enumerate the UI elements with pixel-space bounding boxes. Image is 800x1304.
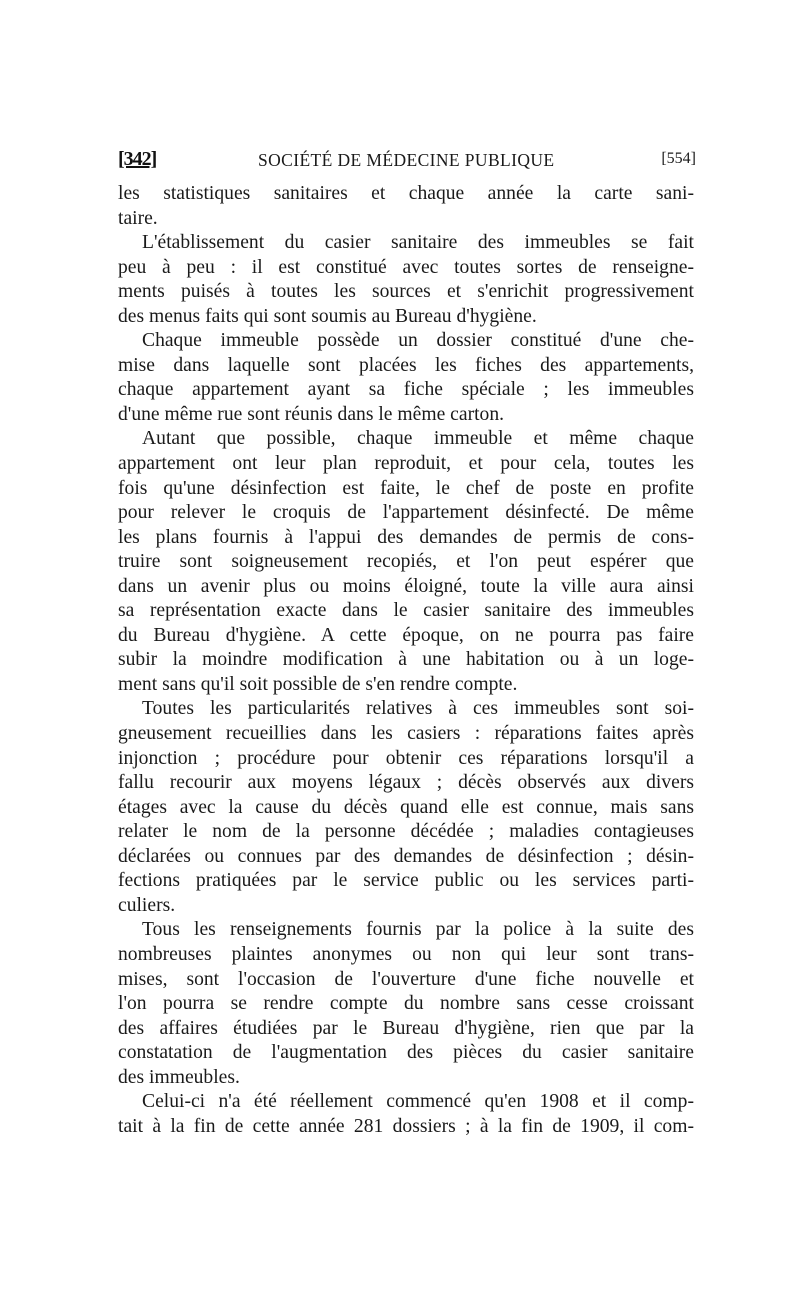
text-line: fections pratiquées par le service public ou les services parti- — [118, 870, 694, 892]
text-line: ments puisés à toutes les sources et s'enrichit progressivement — [118, 281, 694, 303]
text-line: pour relever le croquis de l'appartement désinfecté. De même — [118, 502, 694, 524]
text-line: culiers. — [118, 894, 176, 916]
text-line: Toutes les particularités relatives à ces immeubles sont soi- — [142, 698, 694, 720]
text-line: Chaque immeuble possède un dossier constitué d'une che- — [142, 330, 694, 352]
text-line: appartement ont leur plan reproduit, et pour cela, toutes les — [118, 453, 694, 475]
text-line: constatation de l'augmentation des pièces du casier sanitaire — [118, 1042, 694, 1064]
text-line: truire sont soigneusement recopiés, et l'on peut espérer que — [118, 551, 694, 573]
text-line: les plans fournis à l'appui des demandes de permis de cons- — [118, 526, 694, 548]
text-line: peu à peu : il est constitué avec toutes sortes de renseigne- — [118, 256, 694, 278]
page-number-right: [554] — [661, 150, 696, 167]
text-line: déclarées ou connues par des demandes de désinfection ; désin- — [118, 845, 694, 867]
page-header — [118, 146, 696, 174]
body-text — [118, 182, 694, 1139]
text-line: étages avec la cause du décès quand elle est connue, mais sans — [118, 796, 694, 818]
text-line: Autant que possible, chaque immeuble et même chaque — [142, 428, 694, 450]
page-number-left: [342] — [118, 148, 157, 170]
text-line: du Bureau d'hygiène. A cette époque, on ne pourra pas faire — [118, 624, 694, 646]
text-line: nombreuses plaintes anonymes ou non qui leur sont trans- — [118, 943, 694, 965]
text-line: Tous les renseignements fournis par la police à la suite des — [142, 919, 694, 941]
text-line: des immeubles. — [118, 1066, 240, 1088]
text-line: fallu recourir aux moyens légaux ; décès observés aux divers — [118, 772, 694, 794]
text-line: subir la moindre modification à une habitation ou à un loge- — [118, 649, 694, 671]
text-line: les statistiques sanitaires et chaque année la carte sani- — [118, 183, 694, 204]
text-line: mise dans laquelle sont placées les fiches des appartements, — [118, 354, 694, 376]
text-line: tait à la fin de cette année 281 dossiers ; à la fin de 1909, il com- — [118, 1115, 694, 1137]
running-title: SOCIÉTÉ DE MÉDECINE PUBLIQUE — [258, 150, 555, 170]
text-line: gneusement recueillies dans les casiers : réparations faites après — [118, 723, 694, 745]
text-line: dans un avenir plus ou moins éloigné, toute la ville aura ainsi — [118, 575, 694, 597]
text-line: sa représentation exacte dans le casier sanitaire des immeubles — [118, 600, 694, 622]
text-line: des menus faits qui sont soumis au Bureau d'hygiène. — [118, 305, 537, 327]
text-line: fois qu'une désinfection est faite, le chef de poste en profite — [118, 477, 694, 499]
text-line: chaque appartement ayant sa fiche spéciale ; les immeubles — [118, 379, 694, 401]
text-line: Celui-ci n'a été réellement commencé qu'en 1908 et il comp- — [142, 1091, 694, 1113]
text-line: l'on pourra se rendre compte du nombre sans cesse croissant — [118, 993, 694, 1015]
text-line: L'établissement du casier sanitaire des immeubles se fait — [142, 232, 694, 254]
text-line: ment sans qu'il soit possible de s'en rendre compte. — [118, 673, 518, 695]
text-line: taire. — [118, 207, 158, 229]
text-line: des affaires étudiées par le Bureau d'hygiène, rien que par la — [118, 1017, 694, 1039]
text-line: d'une même rue sont réunis dans le même carton. — [118, 403, 505, 425]
text-line: mises, sont l'occasion de l'ouverture d'une fiche nouvelle et — [118, 968, 694, 990]
text-line: relater le nom de la personne décédée ; maladies contagieuses — [118, 821, 694, 843]
text-line: injonction ; procédure pour obtenir ces réparations lorsqu'il a — [118, 747, 694, 769]
